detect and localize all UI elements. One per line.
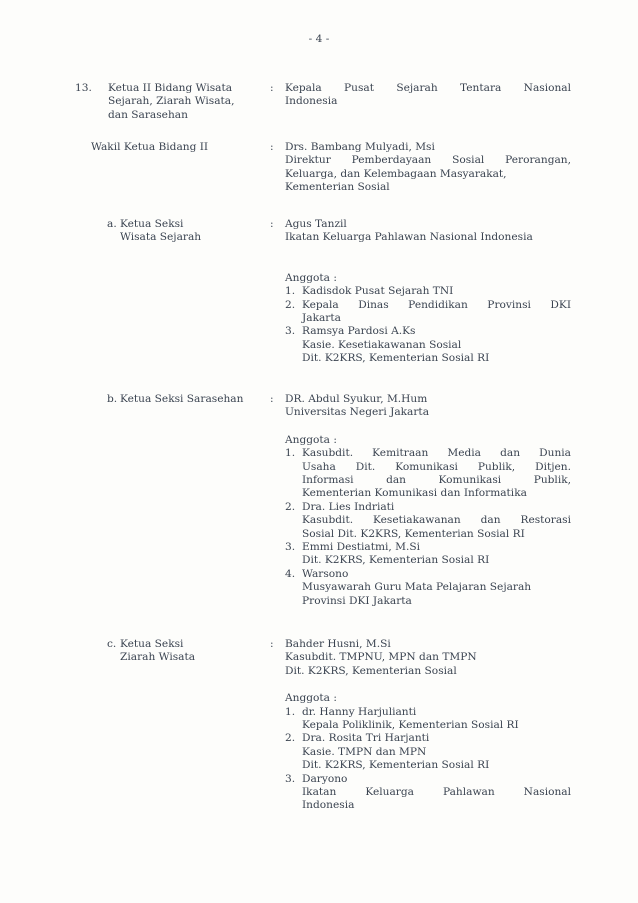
list-item (285, 706, 571, 733)
seksi-marker: c. (107, 638, 117, 650)
label-line: Ketua II Bidang Wisata (108, 82, 233, 94)
list-number: 1. (285, 285, 296, 298)
member-line: Kepala Dinas Pendidikan Provinsi DKI (302, 298, 571, 311)
value-line: Direktur Pemberdayaan Sosial Perorangan, (285, 154, 571, 167)
label-line: Ketua Seksi (120, 218, 184, 230)
value-line: Kepala Pusat Sejarah Tentara Nasional (285, 82, 571, 94)
member-line: Dit. K2KRS, Kementerian Sosial RI (302, 352, 490, 365)
member-line: Daryono (302, 772, 348, 785)
list-item (285, 773, 571, 813)
page-number: - 4 - (308, 33, 330, 45)
list-number: 4. (285, 567, 296, 580)
member-line: Kementerian Komunikasi dan Informatika (302, 487, 527, 500)
chair-org: Dit. K2KRS, Kementerian Sosial (285, 664, 457, 677)
list-item (285, 325, 571, 365)
list-item (285, 501, 571, 541)
ketua-label (108, 82, 234, 122)
list-number: 1. (285, 447, 296, 460)
list-item (285, 541, 571, 568)
chair-name: Bahder Husni, M.Si (285, 638, 391, 650)
chair-org: Ikatan Keluarga Pahlawan Nasional Indonesia (285, 231, 533, 244)
wakil-value (285, 141, 571, 195)
list-number: 2. (285, 500, 296, 513)
label-line: Wisata Sejarah (120, 231, 202, 244)
member-line: Jakarta (302, 312, 341, 325)
value-line: Kementerian Sosial (285, 181, 390, 194)
label-line: Ziarah Wisata (120, 651, 196, 664)
member-line: Sosial Dit. K2KRS, Kementerian Sosial RI (302, 527, 525, 540)
member-line: Dit. K2KRS, Kementerian Sosial RI (302, 759, 490, 772)
member-line: Emmi Destiatmi, M.Si (302, 541, 421, 554)
list-item (285, 299, 571, 326)
anggota-label: Anggota : (285, 433, 337, 446)
list-number: 1. (285, 705, 296, 718)
value-line: Keluarga, dan Kelembagaan Masyarakat, (285, 167, 507, 180)
member-line: Ikatan Keluarga Pahlawan Nasional (302, 786, 571, 799)
list-number: 3. (285, 325, 296, 338)
list-item (285, 447, 571, 501)
list-number: 3. (285, 772, 296, 785)
seksi-b-label: Ketua Seksi Sarasehan (120, 393, 244, 405)
label-line: Sejarah, Ziarah Wisata, (108, 95, 235, 108)
seksi-c-label (120, 638, 195, 665)
list-item (285, 285, 571, 298)
value-line: Indonesia (285, 95, 338, 108)
seksi-marker: b. (107, 393, 118, 405)
colon: : (270, 218, 274, 230)
seksi-a-label (120, 218, 201, 245)
list-item (285, 732, 571, 772)
anggota-label: Anggota : (285, 271, 337, 284)
colon: : (270, 638, 274, 650)
member-line: Kepala Poliklinik, Kementerian Sosial RI (302, 719, 519, 732)
value-line: Drs. Bambang Mulyadi, Msi (285, 141, 435, 153)
list-item (285, 568, 571, 608)
chair-name: DR. Abdul Syukur, M.Hum (285, 393, 428, 405)
chair-org: Kasubdit. TMPNU, MPN dan TMPN (285, 651, 477, 664)
member-line: Warsono (302, 567, 349, 580)
member-line: Kasie. Kesetiakawanan Sosial (302, 338, 462, 351)
anggota-label: Anggota : (285, 692, 337, 705)
member-line: Dit. K2KRS, Kementerian Sosial RI (302, 554, 490, 567)
chair-name: Agus Tanzil (285, 218, 347, 230)
member-line: Kasubdit. Kesetiakawanan dan Restorasi (302, 514, 571, 527)
member-line: Dra. Lies Indriati (302, 500, 395, 513)
member-line: Musyawarah Guru Mata Pelajaran Sejarah (302, 581, 532, 594)
label-line: dan Sarasehan (108, 108, 188, 121)
member-line: dr. Hanny Harjulianti (302, 705, 417, 718)
member-line: Informasi dan Komunikasi Publik, (302, 474, 571, 487)
seksi-a-value (285, 218, 571, 366)
list-number: 2. (285, 732, 296, 745)
member-line: Dra. Rosita Tri Harjanti (302, 732, 430, 745)
member-line: Kadisdok Pusat Sejarah TNI (302, 285, 454, 298)
seksi-c-value (285, 638, 571, 813)
member-line: Indonesia (302, 799, 355, 812)
member-line: Provinsi DKI Jakarta (302, 594, 412, 607)
colon: : (270, 82, 274, 94)
seksi-marker: a. (107, 218, 117, 230)
seksi-b-value (285, 393, 571, 608)
colon: : (270, 141, 274, 153)
ketua-value (285, 82, 571, 109)
wakil-label: Wakil Ketua Bidang II (91, 141, 209, 153)
member-line: Usaha Dit. Komunikasi Publik, Ditjen. (302, 460, 571, 473)
label-line: Ketua Seksi (120, 638, 184, 650)
list-number: 2. (285, 298, 296, 311)
list-number: 3. (285, 541, 296, 554)
member-line: Kasubdit. Kemitraan Media dan Dunia (302, 447, 571, 460)
chair-org: Universitas Negeri Jakarta (285, 406, 430, 419)
colon: : (270, 393, 274, 405)
member-line: Kasie. TMPN dan MPN (302, 745, 427, 758)
member-line: Ramsya Pardosi A.Ks (302, 325, 416, 338)
item-number: 13. (75, 82, 92, 94)
